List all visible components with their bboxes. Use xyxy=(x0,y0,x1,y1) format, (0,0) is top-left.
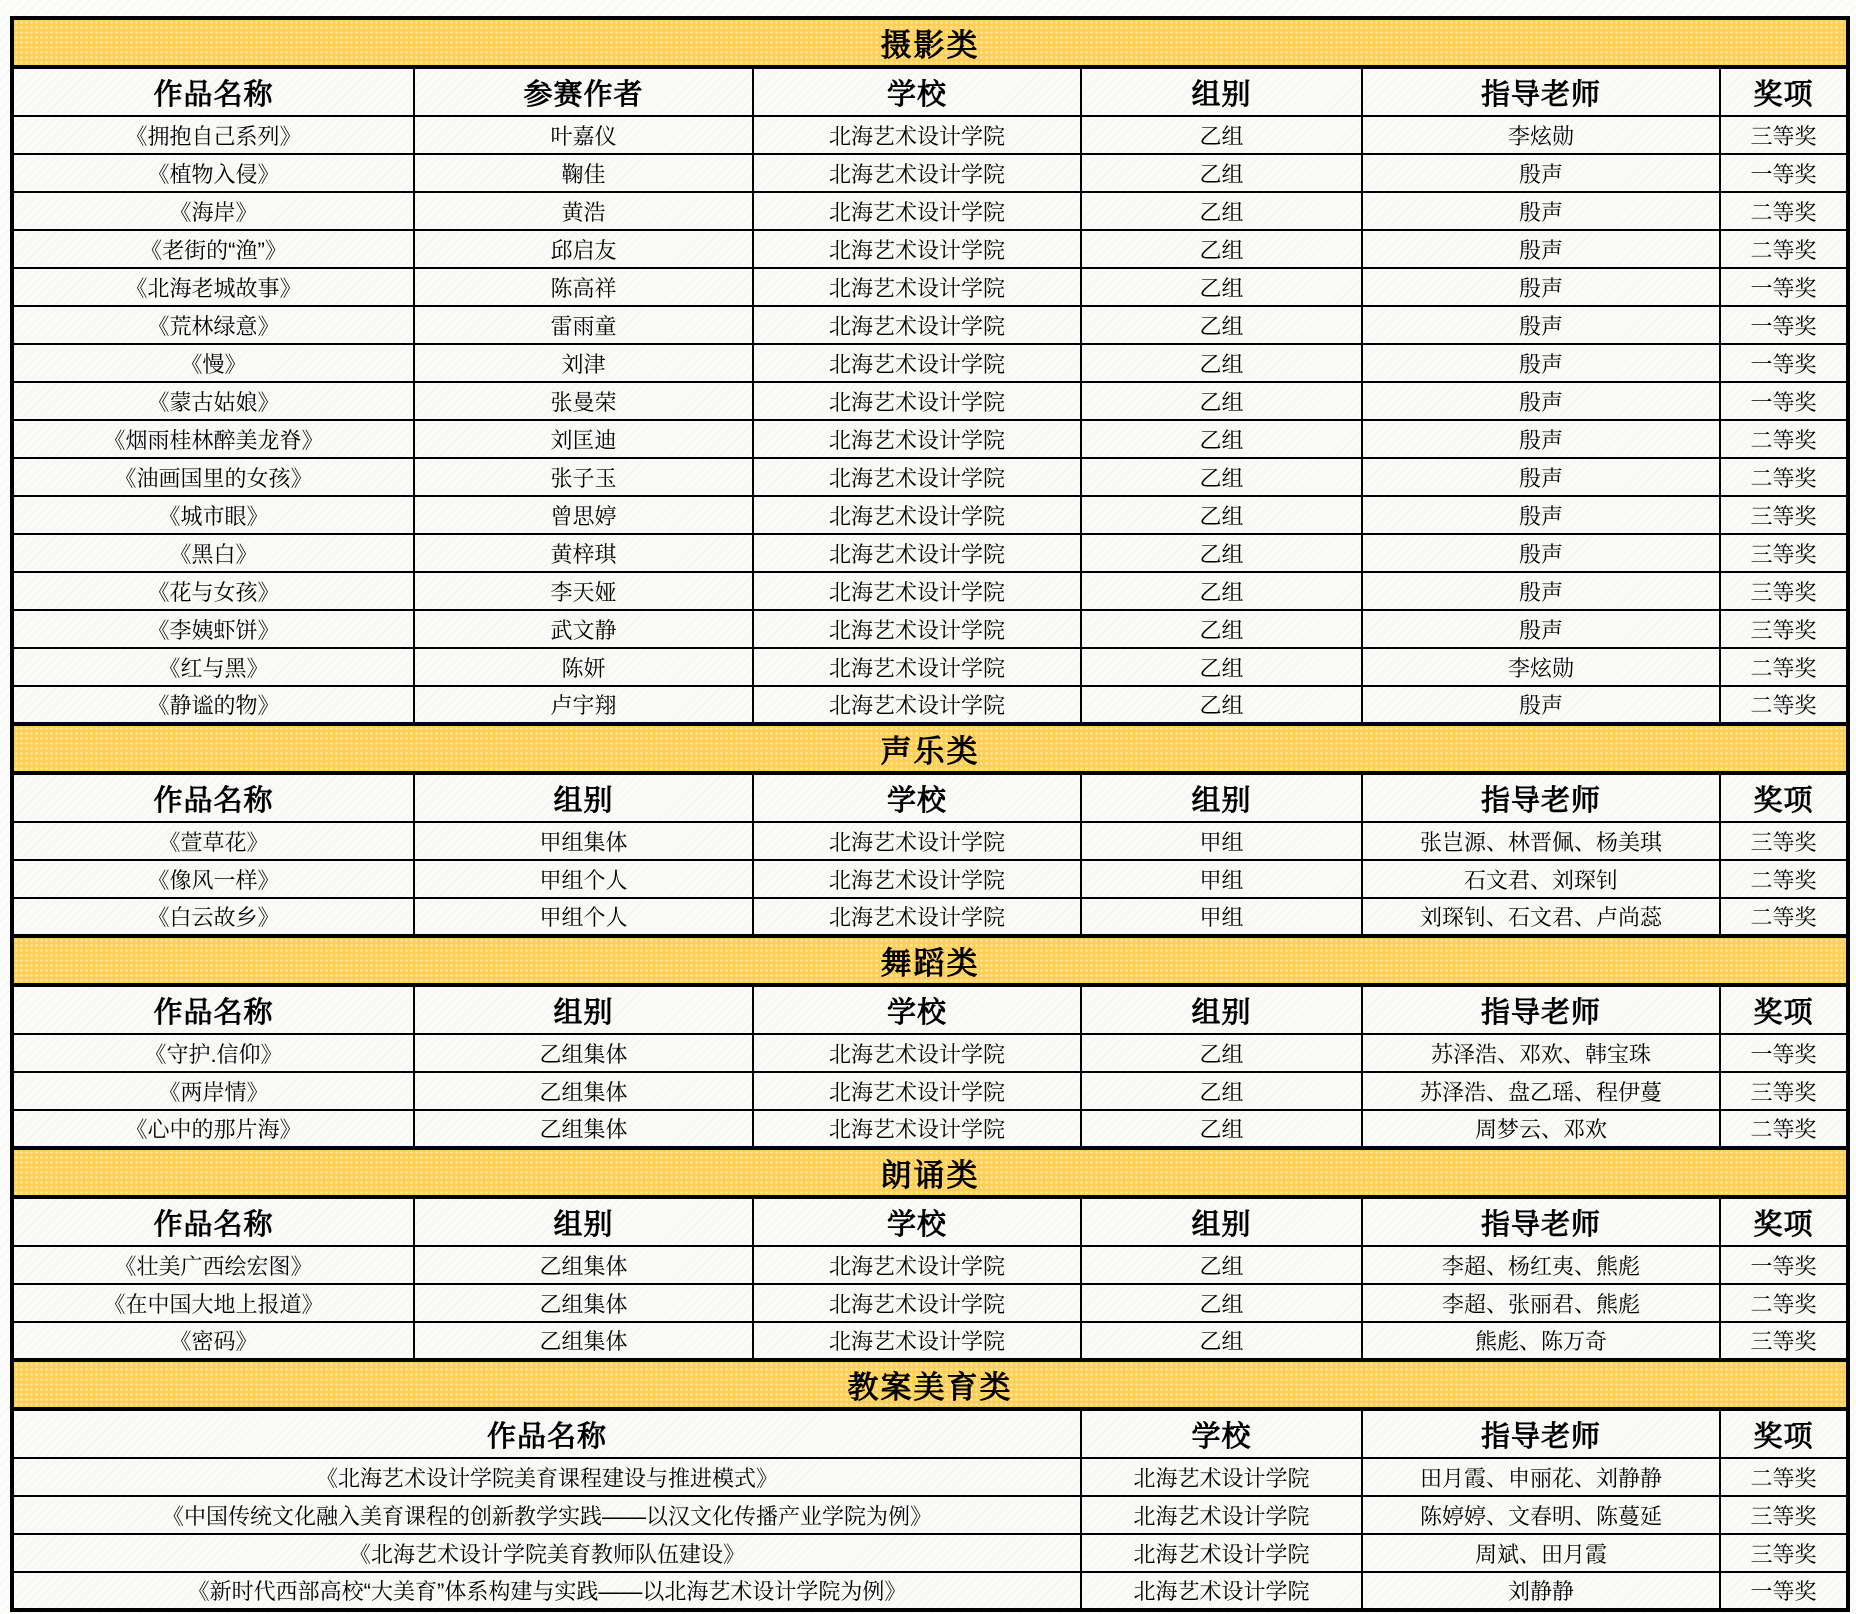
cell-group: 乙组 xyxy=(1081,192,1362,230)
section-band-row xyxy=(12,936,1848,985)
column-header-school: 学校 xyxy=(753,67,1081,116)
cell-award: 一等奖 xyxy=(1720,382,1848,420)
cell-instructor: 殷声 xyxy=(1362,534,1720,572)
cell-award: 三等奖 xyxy=(1720,572,1848,610)
cell-work-title: 《两岸情》 xyxy=(12,1072,414,1110)
column-header-group-type: 组别 xyxy=(414,773,753,822)
cell-group: 乙组 xyxy=(1081,1072,1362,1110)
cell-award: 三等奖 xyxy=(1720,534,1848,572)
cell-school: 北海艺术设计学院 xyxy=(753,648,1081,686)
column-header-row xyxy=(12,1409,1848,1458)
cell-work-title: 《油画国里的女孩》 xyxy=(12,458,414,496)
cell-group: 乙组 xyxy=(1081,344,1362,382)
section-title: 教案美育类 xyxy=(12,1360,1848,1409)
cell-award: 一等奖 xyxy=(1720,344,1848,382)
cell-group: 乙组 xyxy=(1081,648,1362,686)
column-header-group: 组别 xyxy=(1081,67,1362,116)
cell-group-type: 甲组个人 xyxy=(414,860,753,898)
table-row xyxy=(12,822,1848,860)
cell-group: 乙组 xyxy=(1081,306,1362,344)
cell-group: 甲组 xyxy=(1081,822,1362,860)
column-header-instructor: 指导老师 xyxy=(1362,985,1720,1034)
cell-work-title: 《黑白》 xyxy=(12,534,414,572)
table-row xyxy=(12,898,1848,936)
cell-group-type: 乙组集体 xyxy=(414,1246,753,1284)
cell-award: 一等奖 xyxy=(1720,268,1848,306)
section-band-row xyxy=(12,724,1848,773)
cell-group-type: 乙组集体 xyxy=(414,1072,753,1110)
cell-group: 甲组 xyxy=(1081,860,1362,898)
cell-instructor: 殷声 xyxy=(1362,420,1720,458)
section-band-row xyxy=(12,1148,1848,1197)
cell-award: 三等奖 xyxy=(1720,610,1848,648)
cell-work-title: 《北海老城故事》 xyxy=(12,268,414,306)
table-row xyxy=(12,306,1848,344)
cell-group: 乙组 xyxy=(1081,572,1362,610)
column-header-group: 组别 xyxy=(1081,985,1362,1034)
cell-work-title: 《慢》 xyxy=(12,344,414,382)
column-header-school: 学校 xyxy=(753,985,1081,1034)
table-row xyxy=(12,1110,1848,1148)
cell-instructor: 李炫勋 xyxy=(1362,116,1720,154)
table-row xyxy=(12,154,1848,192)
cell-school: 北海艺术设计学院 xyxy=(753,306,1081,344)
cell-group: 乙组 xyxy=(1081,420,1362,458)
cell-work-title: 《红与黑》 xyxy=(12,648,414,686)
column-header-school: 学校 xyxy=(1081,1409,1362,1458)
table-row xyxy=(12,572,1848,610)
cell-award: 二等奖 xyxy=(1720,1458,1848,1496)
cell-school: 北海艺术设计学院 xyxy=(753,1072,1081,1110)
cell-group: 乙组 xyxy=(1081,154,1362,192)
cell-instructor: 周梦云、邓欢 xyxy=(1362,1110,1720,1148)
table-row xyxy=(12,534,1848,572)
column-header-row xyxy=(12,1197,1848,1246)
cell-award: 三等奖 xyxy=(1720,1322,1848,1360)
cell-work-title: 《花与女孩》 xyxy=(12,572,414,610)
column-header-instructor: 指导老师 xyxy=(1362,67,1720,116)
cell-award: 二等奖 xyxy=(1720,1284,1848,1322)
table-row xyxy=(12,458,1848,496)
cell-instructor: 殷声 xyxy=(1362,154,1720,192)
cell-group: 乙组 xyxy=(1081,534,1362,572)
column-header-group: 组别 xyxy=(1081,773,1362,822)
table-row xyxy=(12,1572,1848,1610)
column-header-work-title: 作品名称 xyxy=(12,773,414,822)
cell-school: 北海艺术设计学院 xyxy=(753,192,1081,230)
table-row xyxy=(12,1034,1848,1072)
column-header-group-type: 组别 xyxy=(414,1197,753,1246)
column-header-school: 学校 xyxy=(753,1197,1081,1246)
cell-group: 乙组 xyxy=(1081,1322,1362,1360)
cell-group: 甲组 xyxy=(1081,898,1362,936)
cell-award: 三等奖 xyxy=(1720,1072,1848,1110)
cell-school: 北海艺术设计学院 xyxy=(1081,1496,1362,1534)
cell-instructor: 陈婷婷、文春明、陈蔓延 xyxy=(1362,1496,1720,1534)
cell-work-title: 《壮美广西绘宏图》 xyxy=(12,1246,414,1284)
table-row xyxy=(12,382,1848,420)
cell-group: 乙组 xyxy=(1081,382,1362,420)
table-row xyxy=(12,268,1848,306)
column-header-work-title: 作品名称 xyxy=(12,67,414,116)
table-row xyxy=(12,1458,1848,1496)
cell-group-type: 乙组集体 xyxy=(414,1034,753,1072)
section-band-row xyxy=(12,18,1848,67)
cell-school: 北海艺术设计学院 xyxy=(753,1322,1081,1360)
cell-school: 北海艺术设计学院 xyxy=(753,116,1081,154)
cell-work-title: 《新时代西部高校“大美育”体系构建与实践——以北海艺术设计学院为例》 xyxy=(12,1572,1081,1610)
cell-instructor: 李超、张丽君、熊彪 xyxy=(1362,1284,1720,1322)
cell-instructor: 殷声 xyxy=(1362,344,1720,382)
cell-work-title: 《守护.信仰》 xyxy=(12,1034,414,1072)
cell-instructor: 刘琛钊、石文君、卢尚蕊 xyxy=(1362,898,1720,936)
cell-award: 一等奖 xyxy=(1720,1034,1848,1072)
column-header-school: 学校 xyxy=(753,773,1081,822)
cell-author: 张子玉 xyxy=(414,458,753,496)
table-row xyxy=(12,1322,1848,1360)
table-row xyxy=(12,496,1848,534)
awards-table-body xyxy=(12,18,1848,1610)
cell-author: 鞠佳 xyxy=(414,154,753,192)
cell-instructor: 李炫勋 xyxy=(1362,648,1720,686)
cell-author: 曾思婷 xyxy=(414,496,753,534)
cell-award: 三等奖 xyxy=(1720,1496,1848,1534)
cell-instructor: 殷声 xyxy=(1362,496,1720,534)
cell-award: 一等奖 xyxy=(1720,306,1848,344)
cell-award: 二等奖 xyxy=(1720,860,1848,898)
cell-work-title: 《烟雨桂林醉美龙脊》 xyxy=(12,420,414,458)
column-header-award: 奖项 xyxy=(1720,1197,1848,1246)
cell-work-title: 《城市眼》 xyxy=(12,496,414,534)
cell-work-title: 《像风一样》 xyxy=(12,860,414,898)
cell-instructor: 周斌、田月霞 xyxy=(1362,1534,1720,1572)
cell-author: 雷雨童 xyxy=(414,306,753,344)
cell-award: 二等奖 xyxy=(1720,458,1848,496)
cell-instructor: 熊彪、陈万奇 xyxy=(1362,1322,1720,1360)
cell-award: 一等奖 xyxy=(1720,1572,1848,1610)
cell-work-title: 《蒙古姑娘》 xyxy=(12,382,414,420)
cell-work-title: 《植物入侵》 xyxy=(12,154,414,192)
cell-school: 北海艺术设计学院 xyxy=(1081,1534,1362,1572)
cell-author: 张曼荣 xyxy=(414,382,753,420)
cell-award: 二等奖 xyxy=(1720,898,1848,936)
cell-author: 叶嘉仪 xyxy=(414,116,753,154)
cell-award: 三等奖 xyxy=(1720,116,1848,154)
table-row xyxy=(12,420,1848,458)
cell-group: 乙组 xyxy=(1081,1110,1362,1148)
table-row xyxy=(12,344,1848,382)
cell-work-title: 《海岸》 xyxy=(12,192,414,230)
section-title: 声乐类 xyxy=(12,724,1848,773)
cell-author: 邱启友 xyxy=(414,230,753,268)
cell-group: 乙组 xyxy=(1081,1284,1362,1322)
cell-author: 武文静 xyxy=(414,610,753,648)
cell-work-title: 《北海艺术设计学院美育课程建设与推进模式》 xyxy=(12,1458,1081,1496)
table-row xyxy=(12,686,1848,724)
cell-instructor: 李超、杨红夷、熊彪 xyxy=(1362,1246,1720,1284)
table-row xyxy=(12,1496,1848,1534)
column-header-row xyxy=(12,985,1848,1034)
column-header-work-title: 作品名称 xyxy=(12,1409,1081,1458)
cell-school: 北海艺术设计学院 xyxy=(753,344,1081,382)
cell-instructor: 殷声 xyxy=(1362,192,1720,230)
cell-award: 二等奖 xyxy=(1720,1110,1848,1148)
cell-school: 北海艺术设计学院 xyxy=(753,534,1081,572)
cell-school: 北海艺术设计学院 xyxy=(753,420,1081,458)
cell-instructor: 殷声 xyxy=(1362,268,1720,306)
cell-author: 黄梓琪 xyxy=(414,534,753,572)
cell-work-title: 《密码》 xyxy=(12,1322,414,1360)
column-header-author: 参赛作者 xyxy=(414,67,753,116)
cell-award: 二等奖 xyxy=(1720,230,1848,268)
cell-group-type: 乙组集体 xyxy=(414,1110,753,1148)
cell-school: 北海艺术设计学院 xyxy=(753,1284,1081,1322)
cell-group: 乙组 xyxy=(1081,610,1362,648)
cell-school: 北海艺术设计学院 xyxy=(1081,1572,1362,1610)
column-header-group-type: 组别 xyxy=(414,985,753,1034)
table-row xyxy=(12,648,1848,686)
cell-author: 黄浩 xyxy=(414,192,753,230)
cell-award: 一等奖 xyxy=(1720,154,1848,192)
column-header-row xyxy=(12,773,1848,822)
cell-work-title: 《心中的那片海》 xyxy=(12,1110,414,1148)
cell-group: 乙组 xyxy=(1081,458,1362,496)
cell-instructor: 刘静静 xyxy=(1362,1572,1720,1610)
table-row xyxy=(12,1072,1848,1110)
cell-award: 三等奖 xyxy=(1720,822,1848,860)
table-row xyxy=(12,610,1848,648)
cell-instructor: 苏泽浩、盘乙瑶、程伊蔓 xyxy=(1362,1072,1720,1110)
cell-school: 北海艺术设计学院 xyxy=(753,686,1081,724)
cell-school: 北海艺术设计学院 xyxy=(753,458,1081,496)
cell-school: 北海艺术设计学院 xyxy=(753,154,1081,192)
cell-school: 北海艺术设计学院 xyxy=(753,1110,1081,1148)
cell-school: 北海艺术设计学院 xyxy=(753,230,1081,268)
cell-group: 乙组 xyxy=(1081,230,1362,268)
column-header-instructor: 指导老师 xyxy=(1362,1197,1720,1246)
cell-group-type: 甲组集体 xyxy=(414,822,753,860)
cell-group: 乙组 xyxy=(1081,1246,1362,1284)
cell-instructor: 殷声 xyxy=(1362,572,1720,610)
column-header-award: 奖项 xyxy=(1720,773,1848,822)
cell-school: 北海艺术设计学院 xyxy=(753,898,1081,936)
cell-award: 一等奖 xyxy=(1720,1246,1848,1284)
cell-author: 李天娅 xyxy=(414,572,753,610)
column-header-group: 组别 xyxy=(1081,1197,1362,1246)
cell-award: 二等奖 xyxy=(1720,192,1848,230)
cell-work-title: 《李姨虾饼》 xyxy=(12,610,414,648)
column-header-award: 奖项 xyxy=(1720,985,1848,1034)
cell-school: 北海艺术设计学院 xyxy=(753,860,1081,898)
cell-author: 刘津 xyxy=(414,344,753,382)
cell-award: 三等奖 xyxy=(1720,496,1848,534)
cell-award: 二等奖 xyxy=(1720,420,1848,458)
cell-work-title: 《萱草花》 xyxy=(12,822,414,860)
cell-work-title: 《中国传统文化融入美育课程的创新教学实践——以汉文化传播产业学院为例》 xyxy=(12,1496,1081,1534)
section-title: 朗诵类 xyxy=(12,1148,1848,1197)
table-row xyxy=(12,192,1848,230)
cell-group-type: 甲组个人 xyxy=(414,898,753,936)
cell-instructor: 殷声 xyxy=(1362,306,1720,344)
cell-school: 北海艺术设计学院 xyxy=(1081,1458,1362,1496)
section-band-row xyxy=(12,1360,1848,1409)
cell-school: 北海艺术设计学院 xyxy=(753,822,1081,860)
cell-group: 乙组 xyxy=(1081,116,1362,154)
column-header-award: 奖项 xyxy=(1720,67,1848,116)
cell-instructor: 石文君、刘琛钊 xyxy=(1362,860,1720,898)
column-header-instructor: 指导老师 xyxy=(1362,773,1720,822)
cell-instructor: 殷声 xyxy=(1362,458,1720,496)
table-row xyxy=(12,230,1848,268)
table-row xyxy=(12,1284,1848,1322)
cell-instructor: 张岂源、林晋佩、杨美琪 xyxy=(1362,822,1720,860)
cell-award: 二等奖 xyxy=(1720,686,1848,724)
cell-author: 卢宇翔 xyxy=(414,686,753,724)
table-row xyxy=(12,1246,1848,1284)
cell-school: 北海艺术设计学院 xyxy=(753,572,1081,610)
cell-group-type: 乙组集体 xyxy=(414,1322,753,1360)
column-header-work-title: 作品名称 xyxy=(12,1197,414,1246)
cell-school: 北海艺术设计学院 xyxy=(753,382,1081,420)
column-header-award: 奖项 xyxy=(1720,1409,1848,1458)
cell-school: 北海艺术设计学院 xyxy=(753,268,1081,306)
table-row xyxy=(12,1534,1848,1572)
column-header-instructor: 指导老师 xyxy=(1362,1409,1720,1458)
cell-work-title: 《北海艺术设计学院美育教师队伍建设》 xyxy=(12,1534,1081,1572)
cell-award: 二等奖 xyxy=(1720,648,1848,686)
cell-group-type: 乙组集体 xyxy=(414,1284,753,1322)
cell-work-title: 《荒林绿意》 xyxy=(12,306,414,344)
cell-work-title: 《白云故乡》 xyxy=(12,898,414,936)
column-header-row xyxy=(12,67,1848,116)
cell-group: 乙组 xyxy=(1081,496,1362,534)
cell-instructor: 殷声 xyxy=(1362,610,1720,648)
cell-author: 刘匡迪 xyxy=(414,420,753,458)
column-header-work-title: 作品名称 xyxy=(12,985,414,1034)
cell-school: 北海艺术设计学院 xyxy=(753,496,1081,534)
cell-instructor: 苏泽浩、邓欢、韩宝珠 xyxy=(1362,1034,1720,1072)
cell-group: 乙组 xyxy=(1081,686,1362,724)
cell-work-title: 《拥抱自己系列》 xyxy=(12,116,414,154)
cell-instructor: 殷声 xyxy=(1362,382,1720,420)
cell-work-title: 《在中国大地上报道》 xyxy=(12,1284,414,1322)
cell-school: 北海艺术设计学院 xyxy=(753,610,1081,648)
section-title: 摄影类 xyxy=(12,18,1848,67)
awards-results-table xyxy=(10,16,1850,1612)
cell-author: 陈妍 xyxy=(414,648,753,686)
table-row xyxy=(12,860,1848,898)
cell-school: 北海艺术设计学院 xyxy=(753,1034,1081,1072)
cell-author: 陈高祥 xyxy=(414,268,753,306)
awards-table-container xyxy=(10,16,1846,1612)
cell-instructor: 殷声 xyxy=(1362,230,1720,268)
cell-school: 北海艺术设计学院 xyxy=(753,1246,1081,1284)
cell-work-title: 《老街的“渔”》 xyxy=(12,230,414,268)
table-row xyxy=(12,116,1848,154)
cell-instructor: 田月霞、申丽花、刘静静 xyxy=(1362,1458,1720,1496)
cell-group: 乙组 xyxy=(1081,1034,1362,1072)
cell-group: 乙组 xyxy=(1081,268,1362,306)
cell-award: 三等奖 xyxy=(1720,1534,1848,1572)
cell-instructor: 殷声 xyxy=(1362,686,1720,724)
cell-work-title: 《静谧的物》 xyxy=(12,686,414,724)
section-title: 舞蹈类 xyxy=(12,936,1848,985)
